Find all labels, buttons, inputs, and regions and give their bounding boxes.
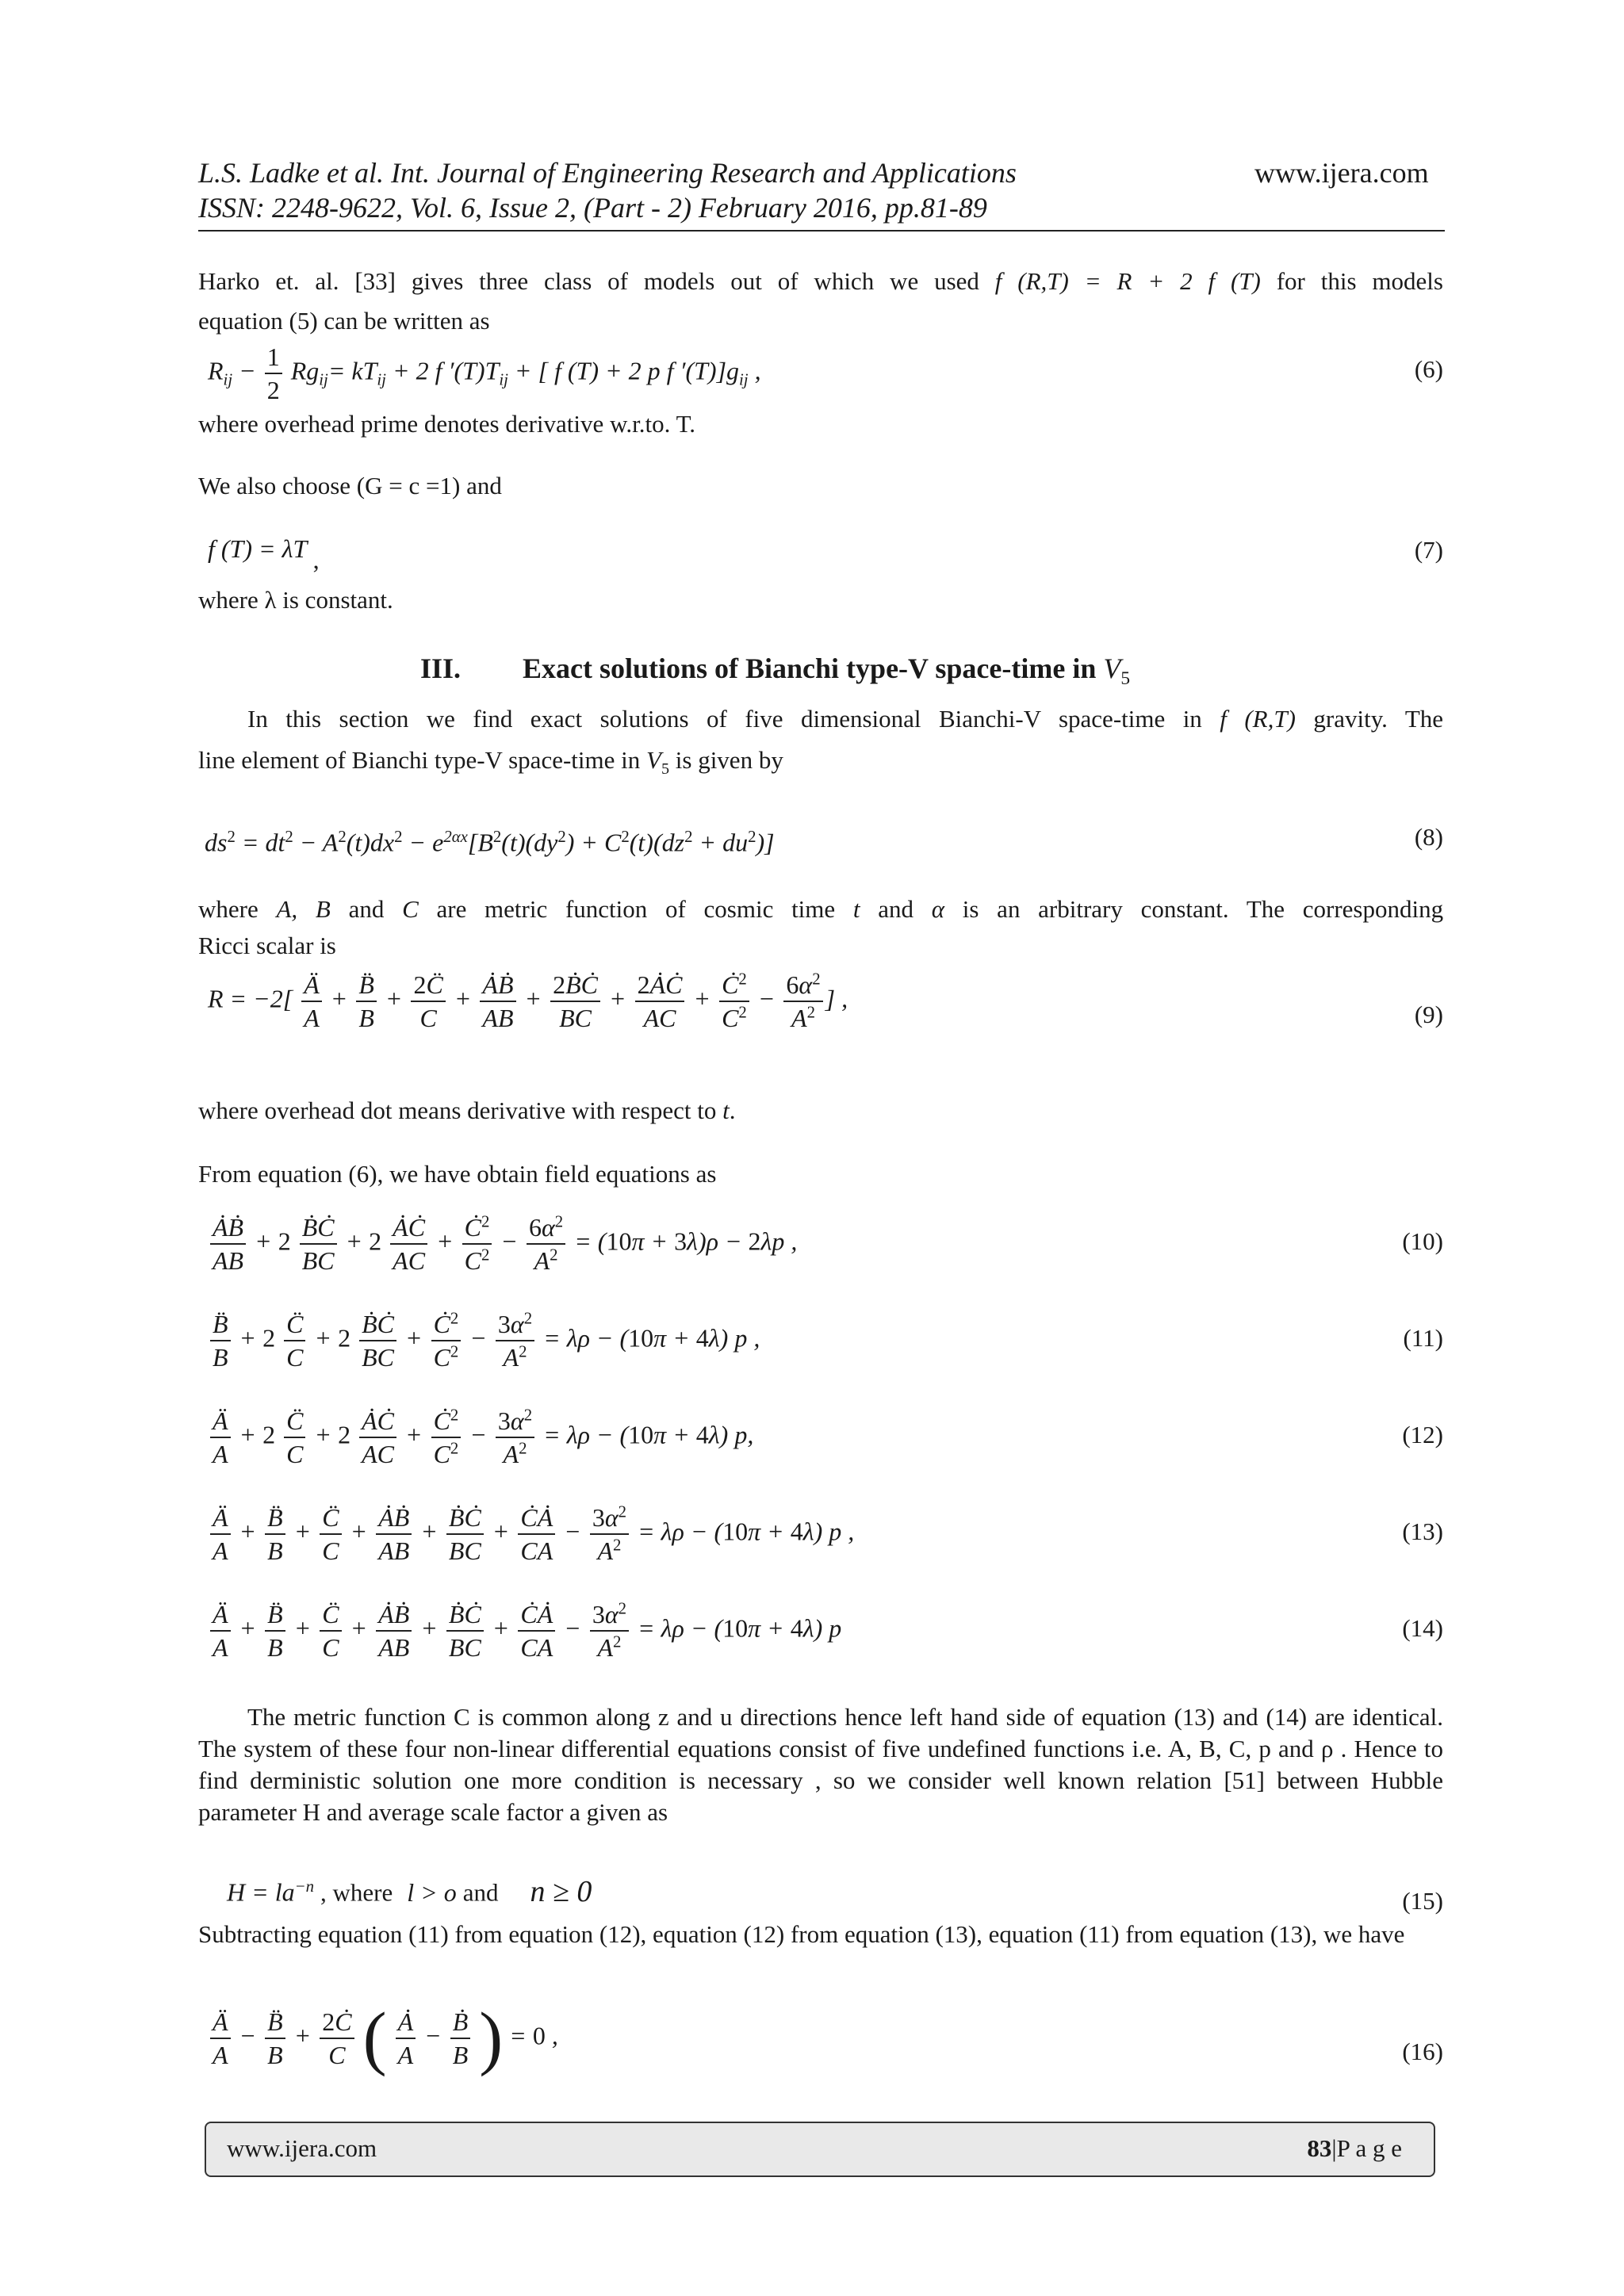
equation-9: R = −2[ $\frac{Ä}{A}$ + $\frac{B̈}{B}$ + $\frac{2C̈}{C}$ + $\frac{\text{ȦḂ}}{AB}$ + $\frac{\text{2ḂĊ}}{BC}$ + $\frac{2ȦĊ}{AC}$ + $\frac{Ċ^2}{C^2}$ − $\frac{6\alpha^2}{A^2}$ ] , bbox=[208, 970, 848, 1032]
equation-number: (16) bbox=[1402, 2038, 1443, 2065]
page-number bbox=[1307, 2134, 1402, 2163]
page-footer bbox=[205, 2122, 1435, 2177]
eq15-part: H = la bbox=[227, 1877, 295, 1907]
text: are metric function of cosmic time bbox=[436, 895, 836, 923]
paragraph-prime: where overhead prime denotes derivative w.r.to. T. bbox=[198, 410, 695, 438]
text: line element of Bianchi type-V space-time in bbox=[198, 746, 641, 774]
equation-16: $\frac{Ä}{A}$ − $\frac{B̈}{B}$ + $\frac{2Ċ}{C}$ ( $\frac{Ȧ}{A}$ − $\frac{\text{Ḃ}}{B}$ ) = 0 , bbox=[208, 2006, 558, 2071]
equation-6: $R_{ij}$ − $\frac{1}{2}$ $Rg_{ij}= kT_{ij} + 2$ f $'(T)T_{ij}$ + [ f (T) + 2 p f $'(T)]g_{ij}$ , bbox=[208, 342, 761, 404]
text: In this section we find exact solutions of five dimensional Bianchi-V space-time in bbox=[247, 705, 1202, 733]
comma: , bbox=[312, 545, 320, 574]
paragraph-dot bbox=[198, 1094, 1443, 1127]
inline-var: α bbox=[931, 895, 945, 923]
inline-equation: f (R,T) = R + 2 f (T) bbox=[994, 267, 1261, 295]
text: and bbox=[348, 895, 385, 923]
header-rule bbox=[198, 230, 1445, 232]
paragraph-harko bbox=[198, 265, 1443, 298]
section-heading bbox=[420, 652, 1130, 690]
equation-14: $\frac{Ä}{A}$ + $\frac{B̈}{B}$ + $\frac{C̈}{C}$ + $\frac{\text{ȦḂ}}{AB}$ + $\frac{\text{ḂĊ}}{BC}$ + $\frac{ĊȦ}{CA}$ − $\frac{3\alpha^2}{A^2}$ = λρ − (10π + 4λ) p bbox=[208, 1598, 841, 1663]
text: . bbox=[729, 1096, 736, 1124]
equation-11: $\frac{B̈}{B}$ + 2 $\frac{C̈}{C}$ + 2 $\frac{\text{ḂĊ}}{BC}$ + $\frac{Ċ^2}{C^2}$ − $\frac{3\alpha^2}{A^2}$ = λρ − (10π + 4λ) p , bbox=[208, 1308, 760, 1373]
journal-issn: ISSN: 2248-9622, Vol. 6, Issue 2, (Part - 2) February 2016, pp.81-89 bbox=[198, 192, 987, 224]
footer-website[interactable]: www.ijera.com bbox=[227, 2134, 377, 2162]
equation-13: $\frac{Ä}{A}$ + $\frac{B̈}{B}$ + $\frac{C̈}{C}$ + $\frac{\text{ȦḂ}}{AB}$ + $\frac{\text{ḂĊ}}{BC}$ + $\frac{ĊȦ}{CA}$ − $\frac{3\alpha^2}{A^2}$ = λρ − (10π + 4λ) p , bbox=[208, 1502, 854, 1567]
eq15-cond: l > o bbox=[407, 1877, 457, 1907]
equation-7 bbox=[208, 533, 320, 574]
equation-8: $ds^2 = dt^2 - A^2(t)dx^2 - e^{2\alpha x}[B^2(t)(dy^2) + C^2(t)(dz^2 + du^2)]$ bbox=[205, 828, 775, 857]
equation-number: (10) bbox=[1402, 1227, 1443, 1255]
paragraph-subtracting: Subtracting equation (11) from equation (12), equation (12) from equation (13), equation (11) from equation (13), we have bbox=[198, 1920, 1405, 1948]
paragraph-metric-function: The metric function C is common along z and u directions hence left hand side of equation (13) and (14) are identical. The system of these four non-linear differential equations consist of five undefined functions i.e. A, B, C, p and ρ . Hence to find derministic solution one more condition is necessary , so we consider well known relation [51] between Hubble parameter H and average scale factor a given as bbox=[198, 1703, 1443, 1826]
inline-var: t bbox=[722, 1096, 730, 1124]
journal-website[interactable]: www.ijera.com bbox=[1254, 157, 1429, 189]
eq15-text: and bbox=[462, 1878, 499, 1907]
paragraph-section-intro-cont bbox=[198, 744, 1443, 786]
text: where overhead dot means derivative with respect to bbox=[198, 1096, 717, 1124]
text: for this models bbox=[1276, 267, 1443, 295]
eq15-exp: −n bbox=[294, 1877, 315, 1896]
inline-var: A, B bbox=[276, 895, 331, 923]
equation-number: (15) bbox=[1402, 1887, 1443, 1915]
inline-var: t bbox=[852, 895, 860, 923]
text: Harko et. al. [33] gives three class of models out of which we used bbox=[198, 267, 979, 295]
paragraph-metric bbox=[198, 893, 1443, 926]
equation-number: (13) bbox=[1402, 1517, 1443, 1545]
text: where bbox=[198, 895, 259, 923]
equation-10: $\frac{\text{ȦḂ}}{AB}$ + 2 $\frac{\text{ḂĊ}}{BC}$ + 2 $\frac{ȦĊ}{AC}$ + $\frac{Ċ^2}{C^2}$ − $\frac{6\alpha^2}{A^2}$ = (10π + 3λ)ρ − 2λp , bbox=[208, 1211, 797, 1276]
paragraph-metric-cont: Ricci scalar is bbox=[198, 932, 336, 959]
inline-equation: f (R,T) bbox=[1220, 705, 1296, 733]
equation-15 bbox=[227, 1871, 592, 1909]
text: and bbox=[878, 895, 914, 923]
inline-var: C bbox=[402, 895, 419, 923]
paragraph-field-eq: From equation (6), we have obtain field equations as bbox=[198, 1160, 717, 1188]
paragraph-lambda: where λ is constant. bbox=[198, 586, 393, 614]
paragraph-section-intro bbox=[198, 702, 1443, 736]
journal-title: L.S. Ladke et al. Int. Journal of Engineering Research and Applications bbox=[198, 157, 1017, 189]
equation-number: (6) bbox=[1414, 355, 1443, 383]
paragraph-harko-cont: equation (5) can be written as bbox=[198, 307, 490, 335]
equation-number: (8) bbox=[1414, 823, 1443, 851]
eq15-text: , where bbox=[320, 1878, 393, 1907]
equation-7-body: f (T) = λT bbox=[208, 534, 307, 563]
eq15-cond: n ≥ 0 bbox=[530, 1874, 592, 1908]
equation-number: (7) bbox=[1414, 536, 1443, 564]
section-var: V bbox=[1103, 652, 1121, 684]
page-label: |P a g e bbox=[1331, 2134, 1402, 2162]
page-num: 83 bbox=[1307, 2134, 1332, 2162]
equation-12: $\frac{Ä}{A}$ + 2 $\frac{C̈}{C}$ + 2 $\frac{ȦĊ}{AC}$ + $\frac{Ċ^2}{C^2}$ − $\frac{3\alpha^2}{A^2}$ = λρ − (10π + 4λ) p, bbox=[208, 1405, 753, 1470]
section-title: Exact solutions of Bianchi type-V space-time in bbox=[523, 652, 1097, 684]
equation-number: (9) bbox=[1414, 1001, 1443, 1028]
text: gravity. The bbox=[1313, 705, 1444, 733]
paragraph-choose: We also choose (G = c =1) and bbox=[198, 472, 502, 499]
equation-number: (14) bbox=[1402, 1614, 1443, 1642]
inline-var: V bbox=[646, 746, 661, 774]
text: is an arbitrary constant. The corresponding bbox=[962, 895, 1444, 923]
equation-number: (11) bbox=[1403, 1324, 1443, 1352]
inline-sub: 5 bbox=[661, 760, 670, 779]
equation-number: (12) bbox=[1402, 1421, 1443, 1448]
section-sub: 5 bbox=[1120, 668, 1131, 690]
fraction: $\frac{1}{2}$ bbox=[265, 341, 282, 406]
section-number: III. bbox=[420, 652, 462, 684]
text: is given by bbox=[675, 746, 783, 774]
